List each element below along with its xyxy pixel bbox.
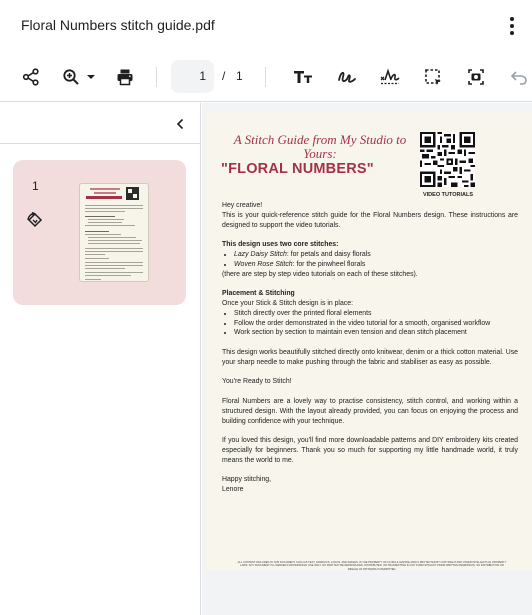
ready-text: You're Ready to Stitch! xyxy=(222,378,292,386)
share-icon[interactable] xyxy=(19,65,43,89)
toolbar xyxy=(0,52,532,102)
qr-code-icon[interactable] xyxy=(420,132,475,187)
draw-icon[interactable] xyxy=(335,65,359,89)
placement-intro: Once your Stick & Stitch design is in place: xyxy=(222,299,353,307)
undo-icon[interactable] xyxy=(507,65,531,89)
pdf-page xyxy=(206,111,532,570)
signoff-text: Happy stitching, xyxy=(222,476,272,484)
page-thumbnail-image xyxy=(79,183,149,282)
placement-list xyxy=(234,309,518,338)
knitwear-paragraph: This design works beautifully stitched directly onto knitwear, denim or a thick cotton material. Use your sharp needle to make pushing through the fabric and stabiliser as easy as possible. xyxy=(222,348,518,366)
list-item xyxy=(234,260,518,270)
document-title: Floral Numbers stitch guide.pdf xyxy=(21,17,215,33)
list-item: • Follow the order demonstrated in the video tutorial for a smooth, organised workflow xyxy=(234,319,518,329)
document-viewport[interactable] xyxy=(202,103,532,615)
page-separator: / xyxy=(222,69,226,83)
stitch-list xyxy=(234,250,518,270)
collapse-sidebar-icon[interactable] xyxy=(170,114,190,134)
toolbar-separator xyxy=(156,67,157,87)
screenshot-icon[interactable] xyxy=(464,65,488,89)
list-item: • Stitch directly over the printed floral elements xyxy=(234,309,518,319)
intro-paragraph: This is your quick-reference stitch guide for the Floral Numbers design. These instructions are designed to support the video tutorials. xyxy=(222,211,518,229)
select-area-icon[interactable] xyxy=(421,65,445,89)
qr-caption: VIDEO TUTORIALS xyxy=(422,192,473,198)
document-heading: A Stitch Guide from My Studio to Yours: xyxy=(233,132,407,161)
list-item xyxy=(234,250,518,260)
stitches-heading: This design uses two core stitches: xyxy=(222,241,339,249)
stitch-name: Lazy Daisy Stitch xyxy=(234,250,287,258)
list-item: • Work section by section to maintain even tension and clean stitch placement xyxy=(234,328,518,338)
placement-heading: Placement & Stitching xyxy=(222,290,295,298)
title-bar xyxy=(0,0,532,52)
print-icon[interactable] xyxy=(113,65,137,89)
stitch-description: : for petals and daisy florals xyxy=(286,250,371,258)
thumbnail-sidebar xyxy=(0,103,201,615)
stitch-name: Woven Rose Stitch xyxy=(234,260,293,268)
stitches-note: (there are step by step video tutorials on each of these stitches). xyxy=(222,270,418,278)
zoom-dropdown-icon[interactable] xyxy=(81,65,101,89)
about-paragraph: Floral Numbers are a lovely way to practise consistency, stitch control, and working within a structured design. With the layout already provided, you can focus on enjoying the process and building confidence with your technique. xyxy=(222,397,518,425)
stitch-description: : for the pinwheel florals xyxy=(292,260,366,268)
signature-text: Lenore xyxy=(222,486,244,494)
document-main-title: "FLORAL NUMBERS" xyxy=(221,161,374,177)
greeting-text: Hey creative! xyxy=(222,202,263,209)
zoom-in-icon[interactable] xyxy=(59,65,83,89)
text-format-icon[interactable] xyxy=(291,65,315,89)
page-thumbnail-card[interactable] xyxy=(13,160,186,305)
thumbnail-page-number: 1 xyxy=(32,179,39,193)
rotate-icon[interactable] xyxy=(26,212,44,230)
more-options-icon[interactable] xyxy=(500,14,524,38)
current-page-number: 1 xyxy=(199,69,206,83)
page-number-field[interactable] xyxy=(171,60,214,93)
document-body xyxy=(222,201,518,495)
sidebar-header xyxy=(0,103,200,144)
copyright-footer: ALL CONTENT INCLUDED IN THIS DOCUMENT, SUCH AS TEXT, GRAPHICS, LOGOS, AND IMAGES, IS THE PROPERTY OF FLORA & LENORE AND IS PROTECTED BY COPYRIGHT AND OTHER INTELLECTUAL PROPERTY LAWS. ANY DOCUMENT IS LICENSED FOR PERSONAL USE ONLY. NO PART MAY BE REPRODUCED, DISTRIBUTED, OR TRANSMITTED IN ANY FORM WITHOUT PRIOR WRITTEN PERMISSION. NO DISTRIBUTION OR RESALE OF PATTERNS IS PERMITTED. xyxy=(237,561,507,571)
toolbar-separator xyxy=(265,67,266,87)
signature-icon[interactable] xyxy=(378,65,402,89)
more-paragraph: If you loved this design, you'll find more downloadable patterns and DIY embroidery kits created especially for beginners. Thank you so much for supporting my little handmade world, it truly means the world to me. xyxy=(222,437,518,464)
total-pages: 1 xyxy=(236,69,243,83)
